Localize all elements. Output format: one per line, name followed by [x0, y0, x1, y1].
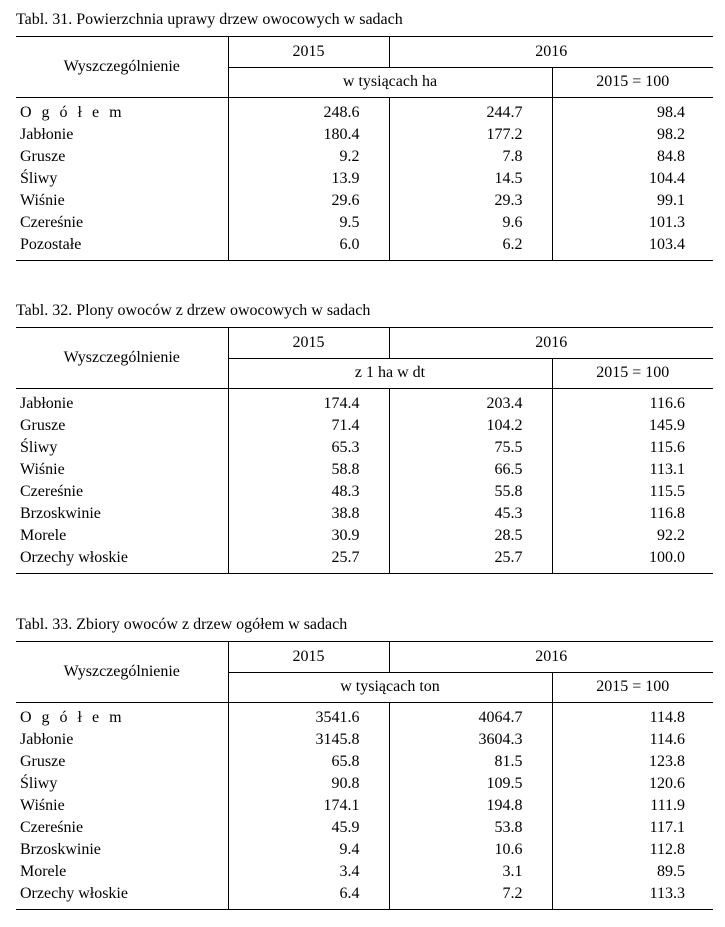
value-2016: 6.2 [389, 234, 552, 261]
value-2015: 25.7 [228, 547, 389, 574]
index-header: 2015 = 100 [552, 672, 713, 703]
value-2015: 45.9 [228, 817, 389, 839]
table-row [16, 547, 713, 574]
value-2016: 3604.3 [389, 729, 552, 751]
index-value: 117.1 [649, 819, 685, 836]
table-row [16, 773, 713, 795]
value-2016: 109.5 [389, 773, 552, 795]
table-row [16, 839, 713, 861]
table-33 [16, 641, 713, 910]
value-2016: 81.5 [389, 751, 552, 773]
value-2015: 38.8 [228, 503, 389, 525]
index-value: 89.5 [657, 863, 685, 880]
table-31-title: Tabl. 31. Powierzchnia uprawy drzew owocowych w sadach [16, 11, 403, 28]
value-2015: 29.6 [228, 190, 389, 212]
column-header-2016: 2016 [389, 642, 713, 673]
row-label: Śliwy [16, 168, 228, 190]
table-32-title: Tabl. 32. Plony owoców z drzew owocowych w sadach [16, 302, 371, 319]
table-row [16, 751, 713, 773]
index-value: 100.0 [552, 547, 713, 574]
value-2016: 244.7 [389, 98, 552, 125]
value-2015: 65.8 [228, 751, 389, 773]
table-row [16, 146, 713, 168]
row-label: Brzoskwinie [16, 503, 228, 525]
row-label: Wiśnie [16, 190, 228, 212]
value-2015: 248.6 [228, 98, 389, 125]
value-2015: 71.4 [228, 415, 389, 437]
table-row [16, 124, 713, 146]
table-row [16, 883, 713, 910]
index-header: 2015 = 100 [552, 67, 713, 98]
row-label: O g ó ł e m [16, 703, 228, 730]
table-31-body [16, 98, 713, 261]
table-row [16, 481, 713, 503]
value-2015: 3145.8 [228, 729, 389, 751]
index-value: 120.6 [649, 775, 685, 792]
index-value: 84.8 [657, 148, 685, 165]
table-row [16, 437, 713, 459]
row-label: Jabłonie [16, 729, 228, 751]
value-2015: 6.4 [228, 883, 389, 910]
index-value: 98.2 [657, 126, 685, 143]
column-header-2015: 2015 [228, 37, 389, 68]
table-33-title: Tabl. 33. Zbiory owoców z drzew ogółem w sadach [16, 616, 348, 633]
column-header-2015: 2015 [228, 328, 389, 359]
value-2016: 7.2 [389, 883, 552, 910]
value-2016: 7.8 [389, 146, 552, 168]
index-value: 145.9 [649, 417, 685, 434]
row-label: Pozostałe [16, 234, 228, 261]
index-value: 104.4 [649, 170, 685, 187]
index-value: 116.8 [649, 505, 685, 522]
unit-header: w tysiącach ha [228, 67, 552, 98]
index-value: 115.5 [649, 483, 685, 500]
value-2016: 45.3 [389, 503, 552, 525]
value-2016: 203.4 [389, 389, 552, 416]
row-label: Czereśnie [16, 817, 228, 839]
value-2015: 30.9 [228, 525, 389, 547]
index-value: 113.1 [649, 461, 685, 478]
value-2015: 6.0 [228, 234, 389, 261]
row-label: Czereśnie [16, 481, 228, 503]
value-2016: 66.5 [389, 459, 552, 481]
index-value: 112.8 [649, 841, 685, 858]
row-label: Śliwy [16, 773, 228, 795]
column-header-name: Wyszczególnienie [16, 328, 228, 389]
column-header-name: Wyszczególnienie [16, 37, 228, 98]
column-header-2015: 2015 [228, 642, 389, 673]
value-2015: 90.8 [228, 773, 389, 795]
value-2015: 174.1 [228, 795, 389, 817]
value-2015: 48.3 [228, 481, 389, 503]
index-value: 123.8 [649, 753, 685, 770]
row-label: Jabłonie [16, 389, 228, 416]
index-value: 111.9 [650, 797, 685, 814]
value-2016: 55.8 [389, 481, 552, 503]
value-2016: 10.6 [389, 839, 552, 861]
table-32 [16, 327, 713, 574]
index-value: 98.4 [657, 104, 685, 121]
row-label: Grusze [16, 751, 228, 773]
value-2016: 29.3 [389, 190, 552, 212]
row-label: Morele [16, 525, 228, 547]
row-label: O g ó ł e m [16, 98, 228, 125]
table-row [16, 98, 713, 125]
value-2015: 13.9 [228, 168, 389, 190]
value-2016: 75.5 [389, 437, 552, 459]
value-2016: 104.2 [389, 415, 552, 437]
index-header: 2015 = 100 [552, 358, 713, 389]
table-row [16, 729, 713, 751]
value-2015: 65.3 [228, 437, 389, 459]
index-value: 114.6 [649, 731, 685, 748]
unit-header: z 1 ha w dt [228, 358, 552, 389]
table-row [16, 190, 713, 212]
index-value: 101.3 [649, 214, 685, 231]
table-row [16, 459, 713, 481]
value-2015: 3541.6 [228, 703, 389, 730]
row-label: Grusze [16, 146, 228, 168]
table-row [16, 415, 713, 437]
value-2015: 174.4 [228, 389, 389, 416]
table-row [16, 795, 713, 817]
value-2015: 3.4 [228, 861, 389, 883]
row-label: Śliwy [16, 437, 228, 459]
table-33-body [16, 703, 713, 910]
table-row [16, 817, 713, 839]
value-2016: 53.8 [389, 817, 552, 839]
table-32-body [16, 389, 713, 574]
index-value: 113.3 [552, 883, 713, 910]
value-2015: 9.2 [228, 146, 389, 168]
index-value: 115.6 [649, 439, 685, 456]
index-value: 99.1 [657, 192, 685, 209]
table-row [16, 234, 713, 261]
value-2015: 9.4 [228, 839, 389, 861]
table-row [16, 212, 713, 234]
value-2015: 180.4 [228, 124, 389, 146]
value-2015: 9.5 [228, 212, 389, 234]
table-row [16, 525, 713, 547]
table-row [16, 703, 713, 730]
row-label: Orzechy włoskie [16, 547, 228, 574]
table-row [16, 861, 713, 883]
column-header-2016: 2016 [389, 37, 713, 68]
table-31 [16, 36, 713, 261]
row-label: Orzechy włoskie [16, 883, 228, 910]
index-value: 92.2 [657, 527, 685, 544]
table-row [16, 503, 713, 525]
value-2016: 177.2 [389, 124, 552, 146]
table-row [16, 389, 713, 416]
row-label: Czereśnie [16, 212, 228, 234]
row-label: Jabłonie [16, 124, 228, 146]
value-2016: 14.5 [389, 168, 552, 190]
row-label: Wiśnie [16, 459, 228, 481]
table-row [16, 168, 713, 190]
value-2016: 4064.7 [389, 703, 552, 730]
row-label: Wiśnie [16, 795, 228, 817]
value-2016: 3.1 [389, 861, 552, 883]
row-label: Morele [16, 861, 228, 883]
index-value: 114.8 [649, 709, 685, 726]
value-2015: 58.8 [228, 459, 389, 481]
column-header-name: Wyszczególnienie [16, 642, 228, 703]
unit-header: w tysiącach ton [228, 672, 552, 703]
value-2016: 9.6 [389, 212, 552, 234]
value-2016: 194.8 [389, 795, 552, 817]
index-value: 103.4 [552, 234, 713, 261]
index-value: 116.6 [649, 395, 685, 412]
row-label: Grusze [16, 415, 228, 437]
column-header-2016: 2016 [389, 328, 713, 359]
value-2016: 28.5 [389, 525, 552, 547]
value-2016: 25.7 [389, 547, 552, 574]
row-label: Brzoskwinie [16, 839, 228, 861]
